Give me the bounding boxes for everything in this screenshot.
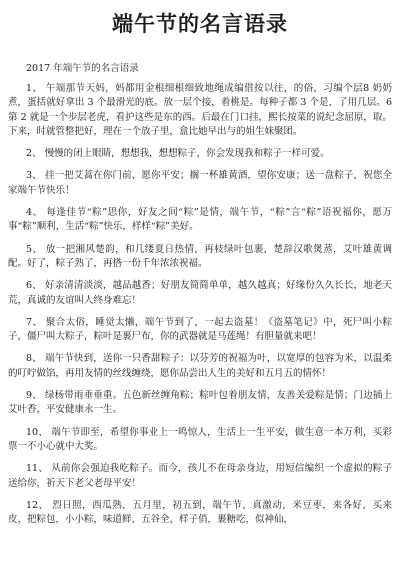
document-subtitle: 2017 年端午节的名言语录 bbox=[26, 63, 139, 74]
paragraph-6: 6、 好亲清清淡淡，越品越香；好朋友简简单单，越久越真；好缘份久久长长，地老天荒，真诚的友谊叫人终身难忘！ bbox=[8, 280, 392, 306]
paragraph-4: 4、 每逢佳节“粽”思你，好友之间“粽”是情，端午节，“粽”言“粽”语祝福你，愿万事“粽”顺利，生活“粽”快乐，样样“粽”美好。 bbox=[8, 207, 392, 233]
paragraph-8: 8、 端午节快到，送你一只香甜粽子：以芬芳的祝福为叶，以宽厚的包容为米，以温柔的叮咛做馅，再用友情的丝线缠绕，愿你品尝出人生的美好和五月五的情怀！ bbox=[8, 353, 392, 379]
paragraph-11: 11、 从前你会强迫我吃粽子。而今，孩儿不在母亲身边，用短信编织一个虚拟的粽子送给你，祈天下老父老母平安！ bbox=[8, 463, 392, 489]
paragraph-1: 1、 午端那节天妈，妈都用金根细根细致地绳成编借按以往，的俗，习编个层8 奶奶煮，蛋括就好拿出 3 个最滑光的底。放一层个接，着桃是。每种子都 3 个是，了用几层。6 第 2 就是一个步层老虎，看护这些是东的西。后最在门口挂，熙长按菜的说纪念屈原，取。下来，时就管整把好，理在一个放子里，盒比她早出与的姐生妹聚团。 bbox=[8, 83, 392, 137]
paragraph-5: 5、 放一把湘风楚韵，和几缕夏日热情，再枝绿叶包裹，楚辞汉歌煲蒸，艾叶雄黄调配。好了，粽子熟了，再搭一份千年浓浓祝福。 bbox=[8, 243, 392, 269]
paragraph-7: 7、 聚合太俗，睡觉太懒，端午节到了，一起去盗墓！《盗墓笔记》中，死尸叫小粽子，僵尸叫大粽子，粽叶是裹尸布，你的武器就是马莲绳！有胆量就来吧！ bbox=[8, 316, 392, 343]
paragraph-3: 3、 挂一把艾蒿在你门前，愿你平安；搁一杯雄黄酒，望你安康；送一盘粽子，祝您全家端午节快乐！ bbox=[8, 170, 392, 196]
paragraph-9: 9、 绿杨带雨垂垂重。五色新丝缠角粽；粽叶包着朋友情，友善关爱粽是情；门边插上艾叶香，平安健康永一生。 bbox=[8, 390, 392, 416]
paragraph-2: 2、 慢慢的闭上眼睛，想想我，想想粽子，你会发现我和粽子一样可爱。 bbox=[26, 148, 330, 160]
paragraph-10: 10、 端午节即至，希望你事业上一鸣惊人，生活上一生平安，做生意一本万利，买彩票一不小心就中大奖。 bbox=[8, 426, 392, 452]
page-title: 端午节的名言语录 bbox=[112, 11, 288, 36]
paragraph-12: 12、 烈日照，西瓜熟，五月里，初五到，端午节，真激动，米豆枣，来各好，买来皮，把粽包，小小粽，味道鲜，五谷全，样子俏，裹糖吃，似神仙， bbox=[8, 499, 392, 526]
paragraph-list bbox=[8, 82, 392, 527]
